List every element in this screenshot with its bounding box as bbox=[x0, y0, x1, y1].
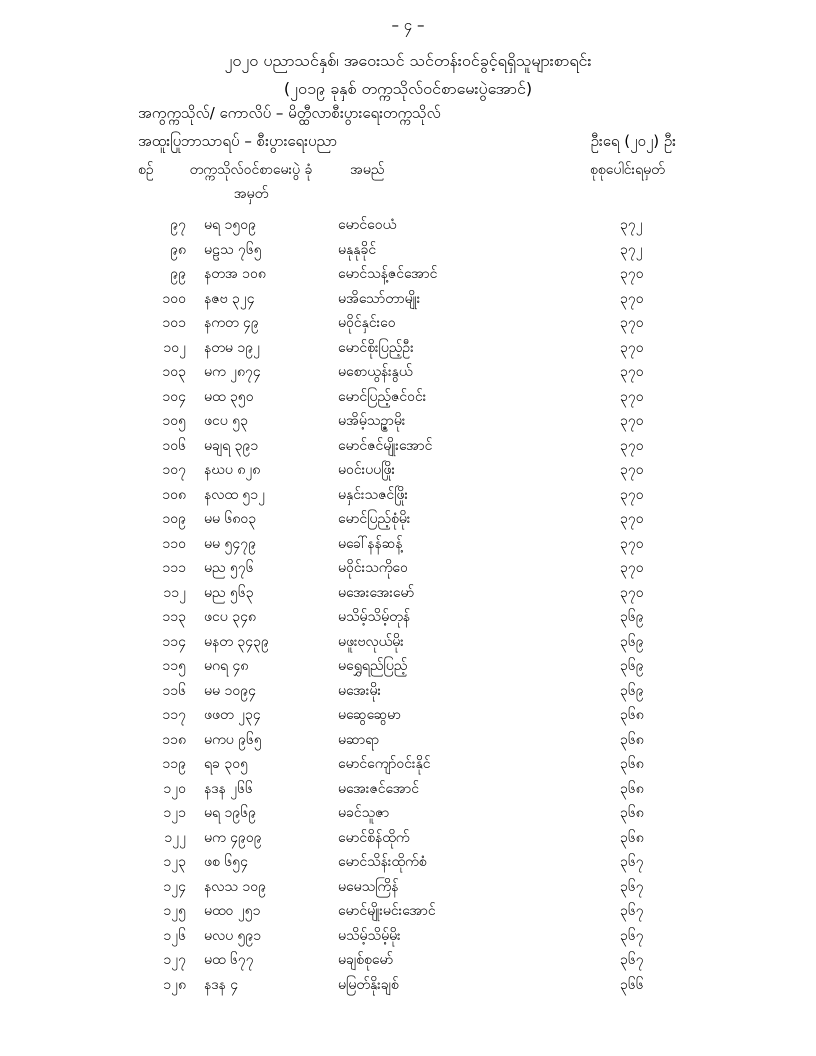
serial-no-cell: ၁၀၄ bbox=[162, 388, 186, 405]
serial-no-cell: ၁၁၄ bbox=[162, 633, 186, 650]
name-cell: မဝိုင်နှင်းဝေ bbox=[338, 315, 396, 332]
roll-number-cell: နလသ ၁၀၉ bbox=[204, 878, 266, 895]
marks-cell: ၃၆၇ bbox=[620, 854, 644, 871]
marks-cell: ၃၇၀ bbox=[620, 290, 644, 307]
table-row bbox=[0, 629, 816, 654]
document-subtitle-exam-year: (၂၀၁၉ ခုနှစ် တက္ကသိုလ်ဝင်စာမေးပွဲအောင်) bbox=[283, 79, 533, 98]
name-cell: မနှင်းသဇင်ဖြိုး bbox=[338, 486, 409, 503]
table-row bbox=[0, 555, 816, 580]
name-cell: မအေးမိုး bbox=[338, 682, 382, 699]
name-cell: မောင်ကျော်ဝင်းနိုင် bbox=[338, 756, 431, 773]
marks-cell: ၃၇၀ bbox=[620, 511, 644, 528]
name-cell: မဆွေဆွေမာ bbox=[338, 707, 401, 724]
roll-number-cell: မရ ၁၅၀၉ bbox=[204, 217, 256, 233]
roll-number-cell: နဇဗ ၃၂၄ bbox=[204, 290, 255, 307]
serial-no-cell: ၁၀၆ bbox=[162, 437, 186, 454]
roll-number-cell: မရ ၁၉၆၉ bbox=[204, 805, 256, 822]
serial-no-cell: ၉၇ bbox=[170, 217, 186, 233]
roll-number-cell: မမ ၁၀၉၄ bbox=[204, 682, 256, 699]
table-row bbox=[0, 604, 816, 629]
marks-cell: ၃၆၇ bbox=[620, 952, 644, 969]
serial-no-cell: ၁၁၆ bbox=[162, 682, 186, 699]
table-row bbox=[0, 653, 816, 678]
serial-no-cell: ၁၀၀ bbox=[162, 290, 186, 307]
roll-number-cell: မနတ ၃၄၃၉ bbox=[204, 633, 269, 650]
serial-no-cell: ၁၀၂ bbox=[163, 339, 186, 356]
serial-no-cell: ၁၁၅ bbox=[162, 658, 186, 675]
marks-cell: ၃၆၆ bbox=[620, 976, 644, 993]
marks-cell: ၃၆၈ bbox=[620, 756, 644, 773]
marks-cell: ၃၇၀ bbox=[620, 266, 644, 283]
name-cell: မအိမ့်သဥ္ဇာမိုး bbox=[338, 413, 406, 430]
table-row bbox=[0, 384, 816, 409]
table-row bbox=[0, 310, 816, 335]
marks-cell: ၃၇၀ bbox=[620, 462, 644, 479]
quota-count: ဦးရေ (၂၀၂) ဦး bbox=[590, 132, 676, 150]
table-row bbox=[0, 408, 816, 433]
serial-no-cell: ၁၁၀ bbox=[162, 535, 186, 552]
table-row bbox=[0, 776, 816, 801]
name-cell: မရွှေရည်ပြည့် bbox=[338, 658, 408, 675]
roll-number-cell: နကတ ၄၉ bbox=[204, 315, 259, 332]
serial-no-cell: ၁၂၁ bbox=[163, 805, 186, 822]
table-row bbox=[0, 751, 816, 776]
marks-cell: ၃၆၉ bbox=[620, 633, 644, 650]
table-row bbox=[0, 580, 816, 605]
table-row bbox=[0, 898, 816, 923]
table-row bbox=[0, 237, 816, 262]
roll-number-cell: မက ၄၉၀၉ bbox=[204, 829, 262, 846]
serial-no-cell: ၁၂၄ bbox=[163, 878, 186, 895]
table-row bbox=[0, 359, 816, 384]
name-cell: မသိမ့်သိမ့်မိုး bbox=[338, 927, 401, 944]
table-row bbox=[0, 335, 816, 360]
name-cell: မသိမ့်သိမ့်တုန် bbox=[338, 609, 410, 626]
page-number: – ၄ – bbox=[391, 16, 425, 34]
roll-number-cell: မည ၅၇၆ bbox=[204, 560, 254, 577]
serial-no-cell: ၁၂၅ bbox=[163, 903, 186, 920]
serial-no-cell: ၁၁၇ bbox=[162, 707, 186, 724]
marks-cell: ၃၇၂ bbox=[620, 241, 643, 258]
table-row bbox=[0, 825, 816, 850]
roll-number-cell: မမ ၆၈၀၃ bbox=[204, 511, 257, 528]
table-row bbox=[0, 947, 816, 972]
serial-no-cell: ၁၁၂ bbox=[163, 584, 186, 601]
serial-no-cell: ၉၉ bbox=[170, 266, 186, 283]
marks-cell: ၃၆၈ bbox=[620, 780, 644, 797]
name-cell: မောင်ဇင်မျိုးအောင် bbox=[338, 437, 433, 454]
name-cell: မအိသော်တာမျိုး bbox=[338, 290, 421, 307]
marks-cell: ၃၆၉ bbox=[620, 682, 644, 699]
name-cell: မောင်စိန်ထိုက် bbox=[338, 829, 410, 846]
roll-number-cell: မထ ၃၅၀ bbox=[204, 388, 254, 405]
header-roll-number: တက္ကသိုလ်ဝင်စာမေးပွဲ ခုံအမှတ် bbox=[189, 162, 313, 202]
serial-no-cell: ၁၁၁ bbox=[162, 560, 186, 577]
document-title: ၂၀၂၀ ပညာသင်နှစ်၊ အဝေးသင် သင်တန်းဝင်ခွင့်ရရှိသူများစာရင်း bbox=[224, 51, 592, 70]
marks-cell: ၃၇၀ bbox=[620, 437, 644, 454]
name-cell: မဆာရာ bbox=[338, 731, 380, 748]
serial-no-cell: ၁၀၈ bbox=[162, 486, 186, 503]
marks-cell: ၃၆၈ bbox=[620, 829, 644, 846]
marks-cell: ၃၇၀ bbox=[620, 339, 644, 356]
serial-no-cell: ၁၀၅ bbox=[162, 413, 186, 430]
roll-number-cell: နတမ ၁၉၂ bbox=[204, 339, 260, 356]
marks-cell: ၃၆၇ bbox=[620, 878, 644, 895]
roll-number-cell: ဖဖတ ၂၃၄ bbox=[204, 707, 261, 724]
roll-number-cell: မဠသ ၇၆၅ bbox=[204, 241, 262, 258]
table-row bbox=[0, 457, 816, 482]
marks-cell: ၃၇၀ bbox=[620, 535, 644, 552]
marks-cell: ၃၆၈ bbox=[620, 731, 644, 748]
marks-cell: ၃၇၀ bbox=[620, 388, 644, 405]
marks-cell: ၃၇၀ bbox=[620, 486, 644, 503]
table-row bbox=[0, 800, 816, 825]
table-row bbox=[0, 972, 816, 997]
roll-number-cell: မက ၂၈၇၄ bbox=[204, 364, 261, 381]
roll-number-cell: နဃပ ၈၂၈ bbox=[204, 462, 261, 479]
marks-cell: ၃၇၀ bbox=[620, 584, 644, 601]
marks-cell: ၃၇၂ bbox=[620, 217, 643, 233]
marks-cell: ၃၇၀ bbox=[620, 364, 644, 381]
roll-number-cell: မထဝ ၂၅၁ bbox=[204, 903, 261, 920]
table-row bbox=[0, 531, 816, 556]
name-cell: မောင်ပြည့်စုံမိုး bbox=[338, 511, 411, 528]
name-cell: မစောယွန်းနွယ် bbox=[338, 364, 413, 381]
specialization-label: အထူးပြုဘာသာရပ် – စီးပွားရေးပညာ bbox=[138, 132, 338, 150]
university-label: အကွက္ကသိုလ်/ ကောလိပ် – မိတ္ထီလာစီးပွားရေးတက္ကသိုလ် bbox=[138, 104, 441, 122]
serial-no-cell: ၁၀၃ bbox=[162, 364, 186, 381]
table-row bbox=[0, 506, 816, 531]
header-name: အမည် bbox=[350, 162, 385, 178]
table-row bbox=[0, 923, 816, 948]
serial-no-cell: ၁၁၈ bbox=[162, 731, 186, 748]
marks-cell: ၃၆၈ bbox=[620, 707, 644, 724]
marks-cell: ၃၇၀ bbox=[620, 315, 644, 332]
table-row bbox=[0, 874, 816, 899]
serial-no-cell: ၁၁၃ bbox=[162, 609, 186, 626]
serial-no-cell: ၉၈ bbox=[170, 241, 186, 258]
name-cell: မဖူးဗလုယ်မိုး bbox=[338, 633, 404, 650]
roll-number-cell: မချရ ၃၉၁ bbox=[204, 437, 259, 454]
roll-number-cell: မဂရ ၄၈ bbox=[204, 658, 249, 675]
table-row bbox=[0, 482, 816, 507]
name-cell: မမြတ်နိုးချစ် bbox=[338, 976, 399, 993]
name-cell: မောင်ပြည့်ဇင်ဝင်း bbox=[338, 388, 427, 405]
table-row bbox=[0, 212, 816, 237]
table-row bbox=[0, 849, 816, 874]
marks-cell: ၃၇၀ bbox=[620, 560, 644, 577]
serial-no-cell: ၁၂၈ bbox=[163, 976, 186, 993]
marks-cell: ၃၆၈ bbox=[620, 805, 644, 822]
serial-no-cell: ၁၂၂ bbox=[164, 829, 186, 846]
marks-cell: ၃၆၇ bbox=[620, 927, 644, 944]
name-cell: မမေသကြိန် bbox=[338, 878, 399, 895]
roll-number-cell: မကပ ၉၆၅ bbox=[204, 731, 262, 748]
name-cell: မအေးဇင်အောင် bbox=[338, 780, 419, 797]
serial-no-cell: ၁၀၇ bbox=[162, 462, 186, 479]
table-row bbox=[0, 678, 816, 703]
marks-cell: ၃၆၉ bbox=[620, 658, 644, 675]
roll-number-cell: နလထ ၅၁၂ bbox=[204, 486, 265, 503]
roll-number-cell: ဖငပ ၅၃ bbox=[204, 413, 248, 430]
name-cell: မချစ်စုမော် bbox=[338, 952, 394, 969]
table-row bbox=[0, 702, 816, 727]
marks-cell: ၃၆၉ bbox=[620, 609, 644, 626]
serial-no-cell: ၁၂၇ bbox=[163, 952, 186, 969]
name-cell: မခေါ်နန်ဆန့် bbox=[338, 535, 403, 552]
marks-cell: ၃၇၀ bbox=[620, 413, 644, 430]
table-row bbox=[0, 727, 816, 752]
name-cell: မောင်စိုးပြည့်ဦး bbox=[338, 339, 414, 356]
roll-number-cell: မမ ၅၄၇၉ bbox=[204, 535, 256, 552]
name-cell: မောင်သန့်ဇင်အောင် bbox=[338, 266, 438, 283]
roll-number-cell: မထ ၆၇၇ bbox=[204, 952, 254, 969]
roll-number-cell: နဒန ၄ bbox=[204, 976, 239, 993]
name-cell: မနုနုခိုင် bbox=[338, 241, 377, 258]
name-cell: မောင်သိန်းထိုက်စံ bbox=[338, 854, 427, 871]
roll-number-cell: မလပ ၅၉၁ bbox=[204, 927, 262, 944]
roll-number-cell: ဖငပ ၃၄၈ bbox=[204, 609, 256, 626]
serial-no-cell: ၁၂၀ bbox=[163, 780, 186, 797]
name-cell: မဝင်းပပဖြိုး bbox=[338, 462, 396, 479]
serial-no-cell: ၁၀၉ bbox=[162, 511, 186, 528]
serial-no-cell: ၁၀၁ bbox=[162, 315, 186, 332]
name-cell: မောင်ဝေယံ bbox=[338, 217, 397, 233]
serial-no-cell: ၁၂၃ bbox=[163, 854, 186, 871]
header-serial-no: စဉ် bbox=[138, 162, 154, 178]
results-table bbox=[0, 212, 816, 997]
roll-number-cell: နတအ ၁၀၈ bbox=[204, 266, 266, 283]
header-total-marks: စုစုပေါင်းရမှတ် bbox=[590, 162, 665, 178]
name-cell: မောင်မျိုးမင်းအောင် bbox=[338, 903, 436, 920]
roll-number-cell: ရခ ၃၀၅ bbox=[204, 756, 248, 773]
name-cell: မခင်သူဇာ bbox=[338, 805, 390, 822]
roll-number-cell: နဒန ၂၆၆ bbox=[204, 780, 253, 797]
name-cell: မဝိုင်းသကိုဝေ bbox=[338, 560, 408, 577]
table-row bbox=[0, 286, 816, 311]
serial-no-cell: ၁၁၉ bbox=[162, 756, 186, 773]
name-cell: မအေးအေးမော် bbox=[338, 584, 415, 601]
table-row bbox=[0, 433, 816, 458]
serial-no-cell: ၁၂၆ bbox=[163, 927, 186, 944]
roll-number-cell: မည ၅၆၃ bbox=[204, 584, 254, 601]
table-row bbox=[0, 261, 816, 286]
roll-number-cell: ဖစ ၆၅၄ bbox=[204, 854, 248, 871]
marks-cell: ၃၆၇ bbox=[620, 903, 644, 920]
